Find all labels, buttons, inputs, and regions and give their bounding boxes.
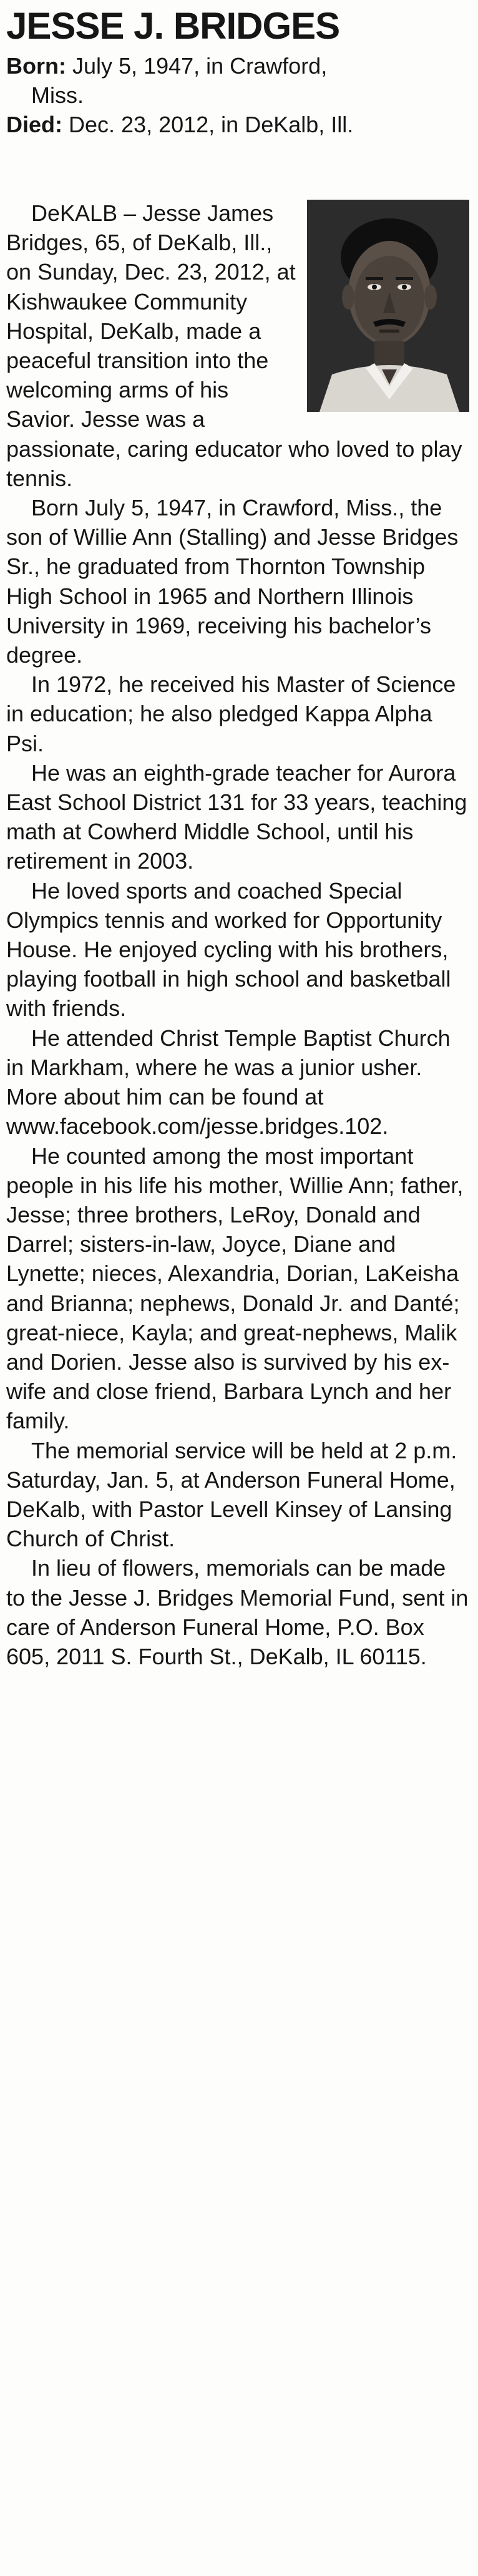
- obituary-paragraph: He was an eighth-grade teacher for Aurora East School District 131 for 33 years, teaching math at Cowherd Middle School, until his retirement in 2003.: [6, 759, 467, 874]
- obituary-body: [6, 198, 469, 1671]
- died-label: Died:: [6, 112, 62, 137]
- obituary-vitals: [6, 51, 468, 139]
- obituary-paragraph: In 1972, he received his Master of Science in education; he also pledged Kappa Alpha Psi.: [6, 671, 456, 756]
- born-line-continued: [6, 80, 468, 110]
- obituary-name-heading: JESSE J. BRIDGES: [6, 5, 340, 47]
- born-value-continued: Miss.: [31, 82, 84, 108]
- obituary-paragraph: Born July 5, 1947, in Crawford, Miss., the son of Willie Ann (Stalling) and Jesse Bridges Sr., he graduated from Thornton Township High School in 1965 and Northern Illinois University in 1969, receiving his bachelor’s degree.: [6, 495, 459, 668]
- obituary-paragraph: He attended Christ Temple Baptist Church in Markham, where he was a junior usher. More about him can be found at www.facebook.com/jesse.bridges.102.: [6, 1025, 451, 1139]
- obituary-paragraph: He loved sports and coached Special Olympics tennis and worked for Opportunity House. He enjoyed cycling with his brothers, playing football in high school and basketball with friends.: [6, 877, 451, 1022]
- obituary-paragraph: In lieu of flowers, memorials can be made to the Jesse J. Bridges Memorial Fund, sent in care of Anderson Funeral Home, P.O. Box 605, 2011 S. Fourth St., DeKalb, IL 60115.: [6, 1555, 469, 1669]
- born-line: [6, 51, 468, 80]
- died-line: [6, 110, 468, 139]
- obituary-paragraph: The memorial service will be held at 2 p.m. Saturday, Jan. 5, at Anderson Funeral Home, DeKalb, with Pastor Levell Kinsey of Lansing Church of Christ.: [6, 1437, 457, 1552]
- obituary-paragraph: He counted among the most important people in his life his mother, Willie Ann; father, Jesse; three brothers, LeRoy, Donald and Darrel; sisters-in-law, Joyce, Diane and Lynette; nieces, Alexandria, Dorian, LaKeisha and Brianna; nephews, Donald Jr. and Danté; great-niece, Kayla; and great-nephews, Malik and Dorien. Jesse also is survived by his ex-wife and close friend, Barbara Lynch and her family.: [6, 1143, 464, 1434]
- born-label: Born:: [6, 53, 66, 79]
- born-value: July 5, 1947, in Crawford,: [72, 53, 328, 79]
- portrait-photo: [307, 200, 469, 412]
- died-value: Dec. 23, 2012, in DeKalb, Ill.: [69, 112, 354, 137]
- obituary-paragraph: DeKALB – Jesse James Bridges, 65, of DeKalb, Ill., on Sunday, Dec. 23, 2012, at Kishwaukee Community Hospital, DeKalb, made a peaceful transition into the welcoming arms of his Savior. Jesse was a passionate, caring educator who loved to play tennis.: [6, 200, 462, 491]
- portrait-image-icon: [307, 200, 469, 412]
